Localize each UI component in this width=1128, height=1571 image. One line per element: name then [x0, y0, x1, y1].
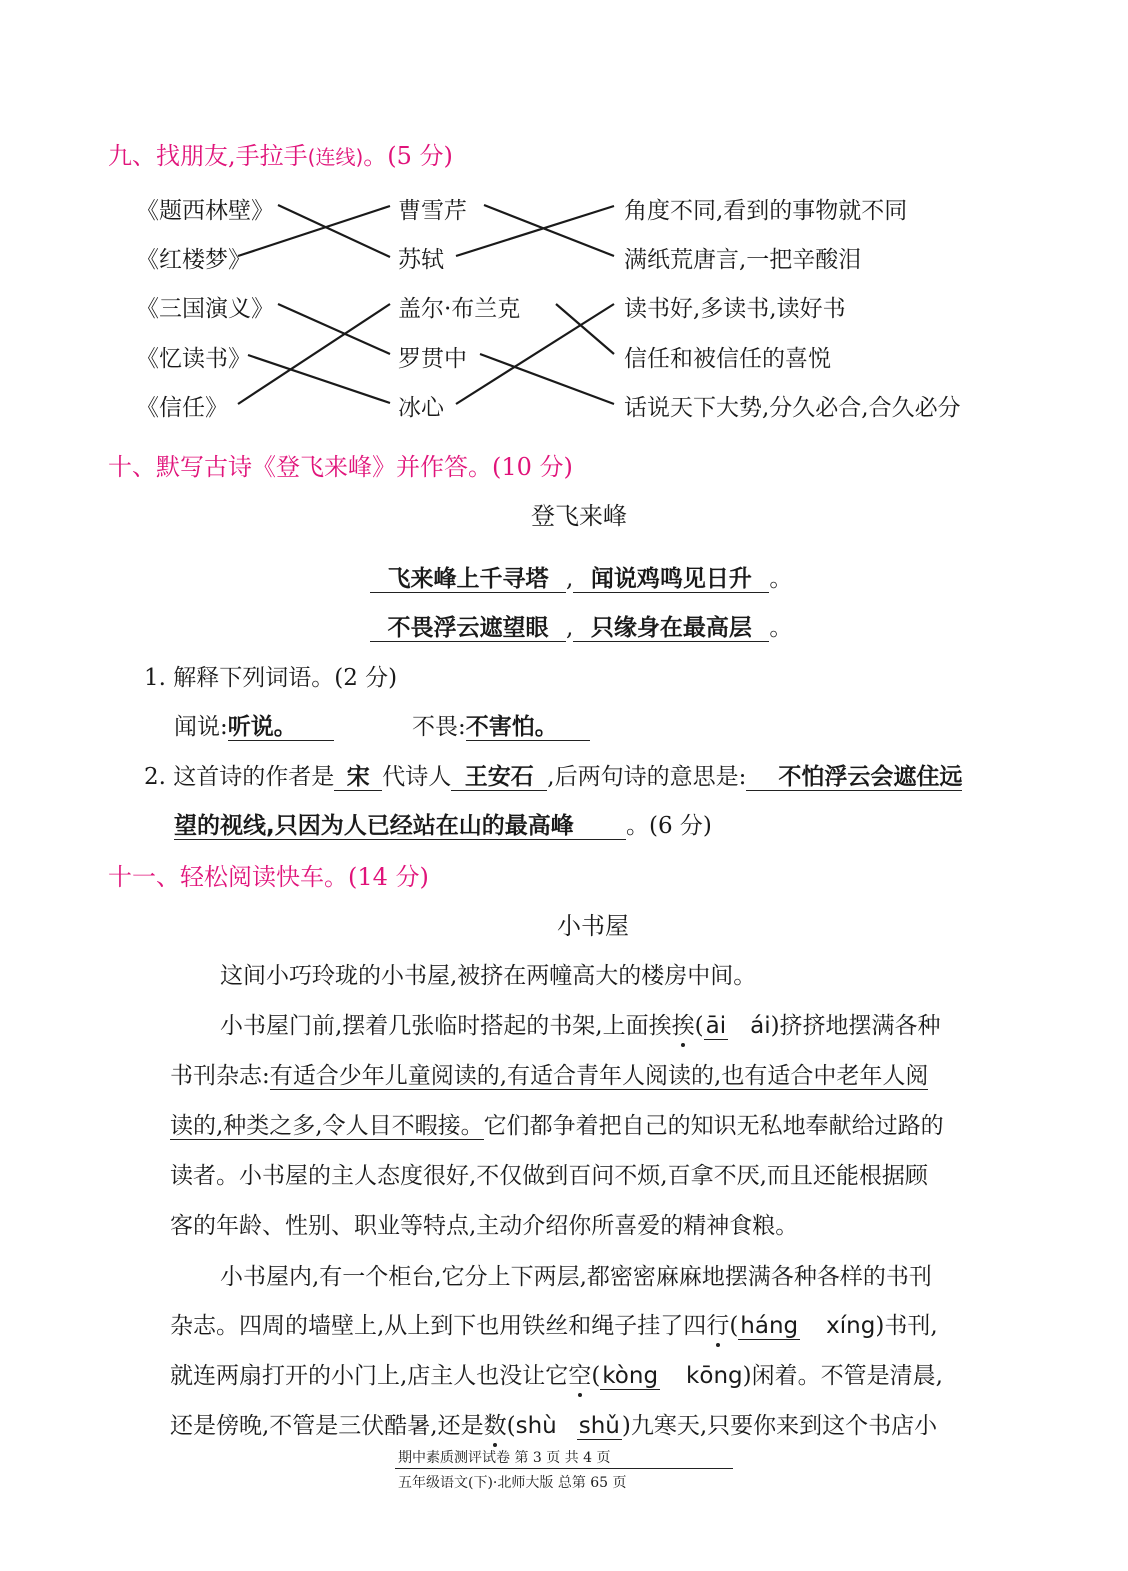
word-2-label: 不畏:: [412, 714, 466, 740]
q2-meaning-2: 望的视线,只因为人已经站在山的最高峰: [174, 813, 626, 840]
author-4: 冰心: [398, 395, 444, 421]
quote-3: 信任和被信任的喜悦: [624, 346, 831, 372]
pinyin-kong-1: kōng: [686, 1363, 743, 1389]
p2-ai-2-dotted: 挨: [672, 1007, 695, 1040]
para-3-line-4: [170, 1407, 937, 1440]
quote-0: 角度不同,看到的事物就不同: [624, 198, 908, 224]
p3c-dotted: 空: [568, 1357, 591, 1390]
poem-title: 登飞来峰: [531, 502, 627, 530]
p3d-pre: 还是傍晚,不管是三伏酷暑,还是: [170, 1413, 484, 1439]
poem-line-1a: 飞来峰上千寻塔: [370, 566, 566, 593]
author-0: 曹雪芹: [398, 198, 467, 224]
work-3: 《忆读书》: [136, 346, 251, 372]
pinyin-xing: xíng: [826, 1313, 876, 1339]
pinyin-ai-2: ái: [750, 1013, 771, 1039]
poem-line-1: [370, 560, 792, 593]
paren: (: [506, 1413, 516, 1439]
section-9-title-text: 九、找朋友,手拉手: [108, 142, 308, 170]
word-1-label: 闻说:: [174, 714, 228, 740]
para-3-line-2: [170, 1307, 938, 1340]
p3b-post: )书刊,: [875, 1313, 938, 1339]
author-3: 罗贯中: [398, 346, 467, 372]
quote-1: 满纸荒唐言,一把辛酸泪: [624, 247, 862, 273]
pinyin-kong-4: kòng: [602, 1363, 659, 1389]
para-3-line-1: 小书屋内,有一个柜台,它分上下两层,都密密麻麻地摆满各种各样的书刊: [220, 1264, 932, 1290]
q2-score: 。(6 分): [626, 813, 712, 839]
para-2-line-1: [220, 1007, 941, 1040]
p2-pre: 小书屋门前,摆着几张临时搭起的书架,上面: [220, 1013, 649, 1039]
poem-line-1b: 闻说鸡鸣见日升: [573, 566, 769, 593]
pinyin-ai-1: āi: [705, 1013, 727, 1039]
para-1: 这间小巧玲珑的小书屋,被挤在两幢高大的楼房中间。: [220, 963, 757, 989]
match-line: [556, 304, 614, 354]
match-line: [278, 304, 390, 354]
para-2-line-2: [170, 1057, 928, 1090]
para-2-line-4: 读者。小书屋的主人态度很好,不仅做到百问不烦,百拿不厌,而且还能根据顾: [170, 1163, 928, 1189]
footer-line-1: 期中素质测评试卷 第 3 页 共 4 页: [398, 1450, 611, 1466]
q2-mid2: ,后两句诗的意思是:: [547, 764, 747, 790]
question-2: [144, 758, 962, 791]
p2c-post: 它们都争着把自己的知识无私地奉献给过路的: [483, 1113, 944, 1139]
pinyin-hang: háng: [740, 1313, 799, 1339]
question-2-cont: [174, 807, 712, 840]
comma: ,: [566, 615, 574, 641]
word-1-answer: 听说。: [228, 714, 334, 741]
q2-prefix: 2. 这首诗的作者是: [144, 764, 335, 790]
period: 。: [769, 615, 793, 641]
p3c-pre: 就连两扇打开的小门上,店主人也没让它: [170, 1363, 569, 1389]
p3c-post: )闲着。不管是清晨,: [742, 1363, 943, 1389]
poem-line-2: [370, 609, 792, 642]
section-11-title: 十一、轻松阅读快车。(14 分): [108, 863, 429, 891]
quote-2: 读书好,多读书,读好书: [624, 296, 846, 322]
p3d-dotted: 数: [484, 1407, 507, 1440]
match-line: [456, 206, 614, 256]
q2-poet: 王安石: [451, 764, 547, 791]
footer-line-2: 五年级语文(下)·北师大版 总第 65 页: [398, 1475, 627, 1491]
pinyin-shu-4: shù: [515, 1413, 557, 1439]
q2-dynasty: 宋: [334, 764, 382, 791]
author-1: 苏轼: [398, 247, 444, 273]
work-0: 《题西林壁》: [136, 198, 274, 224]
section-9-score: 。(5 分): [363, 142, 453, 170]
match-line: [238, 206, 390, 256]
quote-4: 话说天下大势,分久必合,合久必分: [624, 395, 961, 421]
para-2-line-5: 客的年龄、性别、职业等特点,主动介绍你所喜爱的精神食粮。: [170, 1213, 799, 1239]
p3b-dotted: 行: [706, 1307, 729, 1340]
para-2-line-3: [170, 1107, 944, 1140]
match-line: [278, 205, 390, 257]
word-2-answer: 不害怕。: [466, 714, 590, 741]
matching-lines: [0, 0, 1128, 460]
author-2: 盖尔·布兰克: [398, 296, 521, 322]
pinyin-shu-3: shǔ: [578, 1413, 620, 1439]
comma: ,: [566, 566, 574, 592]
q2-mid: 代诗人: [382, 764, 452, 790]
match-line: [480, 354, 614, 404]
p3b-pre: 杂志。四周的墙壁上,从上到下也用铁丝和绳子挂了四: [170, 1313, 707, 1339]
p2c-underlined: 读的,种类之多,令人目不暇接。: [170, 1113, 484, 1139]
poem-line-2a: 不畏浮云遮望眼: [370, 615, 566, 642]
p2b-underlined: 有适合少年儿童阅读的,有适合青年人阅读的,也有适合中老年人阅: [269, 1063, 929, 1089]
p2b-pre: 书刊杂志:: [170, 1063, 270, 1089]
period: 。: [769, 566, 793, 592]
work-2: 《三国演义》: [136, 296, 274, 322]
story-title: 小书屋: [557, 912, 629, 940]
p2-post: )挤挤地摆满各种: [770, 1013, 941, 1039]
para-3-line-3: [170, 1357, 943, 1390]
section-9-hint: (连线): [307, 145, 364, 169]
footer-divider: [395, 1468, 733, 1469]
paren: (: [591, 1363, 601, 1389]
match-line: [456, 304, 614, 404]
question-1: 1. 解释下列词语。(2 分): [144, 665, 398, 691]
p3d-post: )九寒天,只要你来到这个书店小: [621, 1413, 938, 1439]
work-4: 《信任》: [136, 395, 228, 421]
match-line: [248, 355, 390, 403]
paren: (: [729, 1313, 739, 1339]
poem-line-2b: 只缘身在最高层: [573, 615, 769, 642]
word-2: [412, 708, 590, 741]
p2-ai-1: 挨: [648, 1013, 672, 1039]
q2-meaning-1: 不怕浮云会遮住远: [746, 764, 962, 791]
section-10-title: 十、默写古诗《登飞来峰》并作答。(10 分): [108, 453, 573, 481]
word-1: [174, 708, 334, 741]
paren: (: [694, 1013, 704, 1039]
work-1: 《红楼梦》: [136, 247, 251, 273]
